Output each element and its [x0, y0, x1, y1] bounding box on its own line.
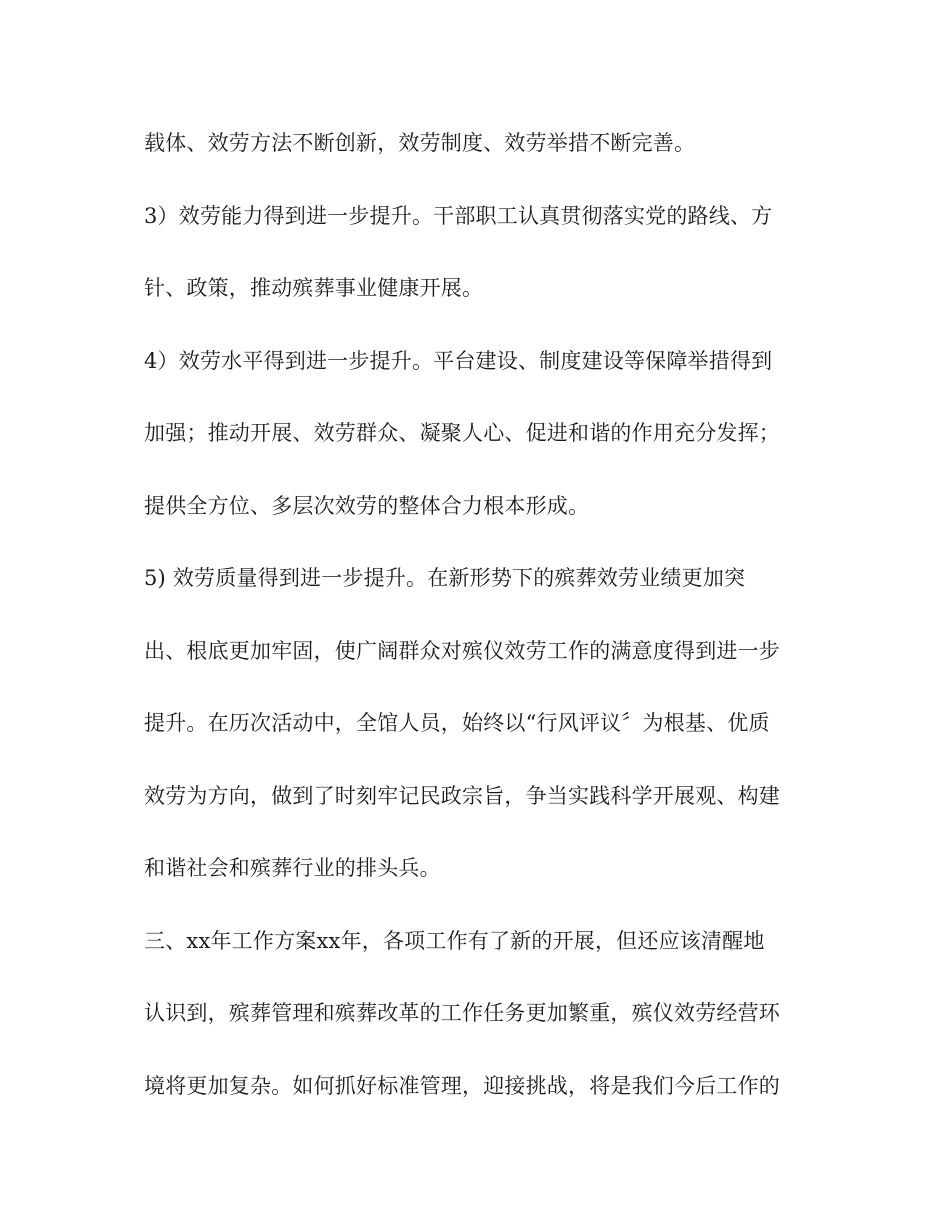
text-line-6: 提供全方位、多层次效劳的整体合力根本形成。 — [144, 494, 590, 518]
text-line-9: 提升。在历次活动中，全馆人员，始终以“行风评议〞为根基、优质 — [144, 711, 770, 735]
text-line-13: 认识到，殡葬管理和殡葬改革的工作任务更加繁重，殡仪效劳经营环 — [144, 1001, 780, 1025]
text-line-3: 针、政策，推动殡葬事业健康开展。 — [144, 276, 484, 300]
text-line-5: 加强；推动开展、效劳群众、凝聚人心、促进和谐的作用充分发挥； — [144, 421, 780, 445]
text-line-7: 5) 效劳质量得到进一步提升。在新形势下的殡葬效劳业绩更加突 — [144, 566, 746, 590]
text-line-14: 境将更加复杂。如何抓好标准管理，迎接挑战，将是我们今后工作的 — [144, 1074, 780, 1098]
text-line-12: 三、xx年工作方案xx年，各项工作有了新的开展，但还应该清醒地 — [144, 929, 765, 953]
text-line-2: 3）效劳能力得到进一步提升。干部职工认真贯彻落实党的路线、方 — [144, 204, 773, 228]
text-line-4: 4）效劳水平得到进一步提升。平台建设、制度建设等保障举措得到 — [144, 349, 773, 373]
text-line-1: 载体、效劳方法不断创新，效劳制度、效劳举措不断完善。 — [144, 131, 696, 155]
text-line-10: 效劳为方向，做到了时刻牢记民政宗旨，争当实践科学开展观、构建 — [144, 784, 780, 808]
text-line-11: 和谐社会和殡葬行业的排头兵。 — [144, 856, 441, 880]
text-line-8: 出、根底更加牢固，使广阔群众对殡仪效劳工作的满意度得到进一步 — [144, 639, 780, 663]
